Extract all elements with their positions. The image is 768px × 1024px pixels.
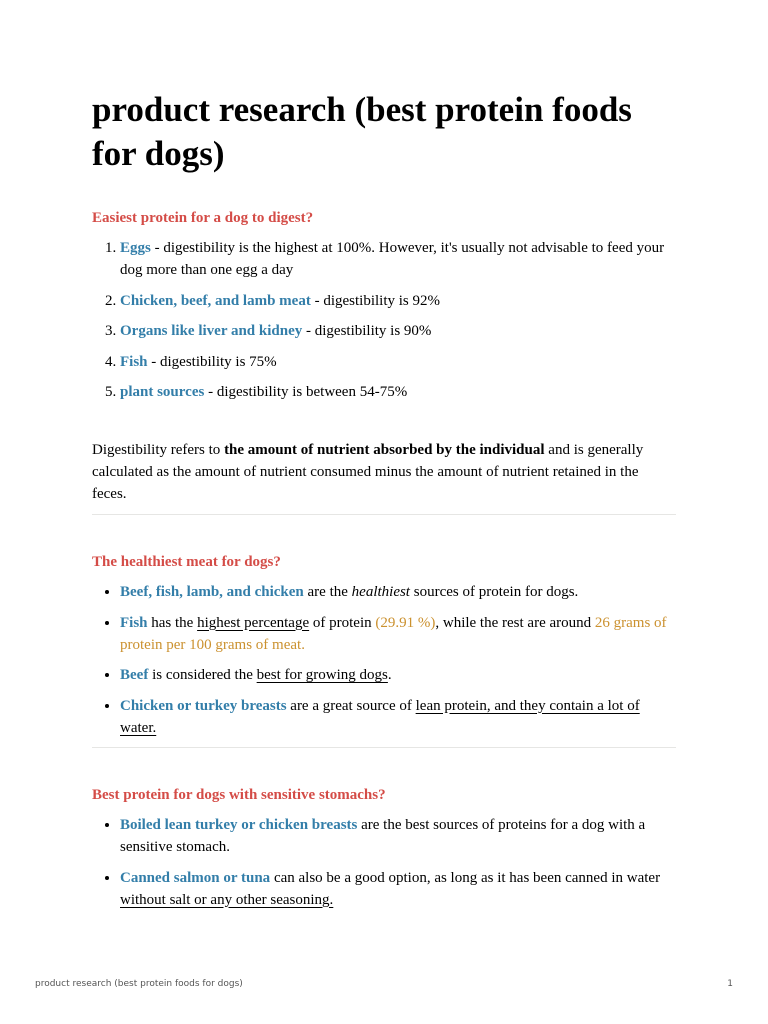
- item-name: Canned salmon or tuna: [120, 869, 271, 886]
- digestibility-list: [92, 237, 676, 403]
- para-bold: the amount of nutrient absorbed by the individual: [224, 442, 545, 458]
- item-highlight: (29.91 %): [375, 614, 436, 631]
- item-underline: lean protein, and they contain a lot of water.: [120, 697, 640, 736]
- item-text: - digestibility is between 54-75%: [204, 384, 408, 400]
- item-highlight: 26 grams of protein per 100 grams of meat.: [120, 614, 667, 653]
- list-item: [120, 381, 676, 403]
- item-name: Boiled lean turkey or chicken breasts: [120, 817, 358, 833]
- item-text: are the: [303, 584, 352, 600]
- item-emphasis: healthiest: [351, 584, 410, 600]
- section-heading-healthiest: The healthiest meat for dogs?: [92, 554, 281, 570]
- footer-title: product research (best protein foods for dogs): [35, 979, 243, 989]
- item-text: - digestibility is 75%: [147, 353, 277, 370]
- item-underline: highest percentage: [197, 614, 310, 631]
- divider: [92, 747, 676, 748]
- item-text: can also be a good option, as long as it has been canned in water: [270, 869, 661, 886]
- item-name: Fish: [120, 353, 148, 370]
- item-name: Eggs: [120, 240, 151, 256]
- list-item: [120, 664, 676, 686]
- item-text: - digestibility is 90%: [302, 323, 432, 339]
- page-number: 1: [727, 979, 733, 989]
- document-page: [92, 88, 676, 919]
- item-text: has the: [147, 614, 198, 631]
- list-item: [120, 612, 676, 656]
- item-text: is considered the: [148, 667, 257, 683]
- list-item: [120, 695, 676, 739]
- sensitive-stomach-list: [92, 814, 676, 911]
- item-underline: best for growing dogs: [256, 667, 388, 683]
- divider: [92, 514, 676, 515]
- item-name: Beef, fish, lamb, and chicken: [120, 584, 304, 600]
- item-text: of protein: [309, 614, 376, 631]
- item-name: Organs like liver and kidney: [120, 323, 303, 339]
- page-title: product research (best protein foods for dogs): [92, 90, 632, 173]
- item-text: sources of protein for dogs.: [409, 584, 579, 600]
- list-item: [120, 351, 676, 373]
- section-heading-digest: Easiest protein for a dog to digest?: [92, 210, 314, 226]
- item-name: Beef: [120, 667, 149, 683]
- list-item: [120, 867, 676, 911]
- para-text: Digestibility refers to: [92, 442, 225, 458]
- item-text: are a great source of: [286, 697, 416, 714]
- list-item: [120, 581, 676, 603]
- item-text: .: [387, 667, 392, 683]
- para-text: and is generally calculated as the amount of nutrient consumed minus the amount of nutrient retained in the feces.: [92, 442, 644, 502]
- item-name: plant sources: [120, 384, 205, 400]
- list-item: [120, 814, 676, 858]
- item-text: - digestibility is the highest at 100%. However, it's usually not advisable to feed your dog more than one egg a day: [120, 240, 665, 278]
- item-name: Chicken, beef, and lamb meat: [120, 292, 311, 309]
- healthiest-meat-list: [92, 581, 676, 739]
- list-item: [120, 237, 676, 281]
- list-item: [120, 290, 676, 312]
- list-item: [120, 320, 676, 342]
- section-heading-sensitive: Best protein for dogs with sensitive stomachs?: [92, 787, 386, 803]
- digestibility-definition: [92, 439, 676, 505]
- item-underline: without salt or any other seasoning.: [120, 891, 334, 908]
- item-name: Fish: [120, 614, 148, 631]
- item-text: are the best sources of proteins for a dog with a sensitive stomach.: [120, 817, 646, 855]
- item-name: Chicken or turkey breasts: [120, 697, 287, 714]
- item-text: - digestibility is 92%: [310, 292, 441, 309]
- item-text: , while the rest are around: [435, 614, 595, 631]
